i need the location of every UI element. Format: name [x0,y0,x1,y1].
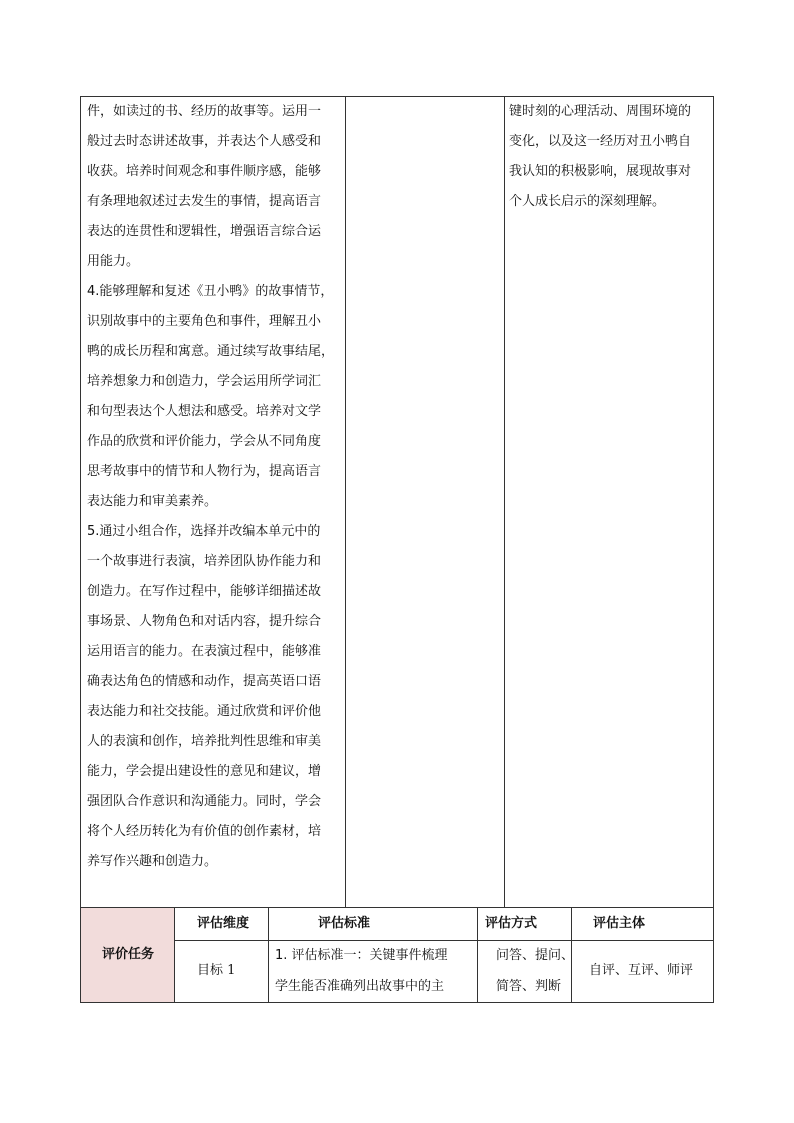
table-right-border [713,96,714,1003]
objectives-text-line: 确表达角色的情感和动作，提高英语口语 [87,674,322,689]
header-subject: 评估主体 [593,916,646,931]
objectives-text-line: 培养想象力和创造力，学会运用所学词汇 [87,374,322,389]
objectives-text-line: 思考故事中的情节和人物行为，提高语言 [87,464,322,479]
objectives-text-cell [87,97,341,877]
objectives-text-line: 养写作兴趣和创造力。 [87,854,218,869]
header-dimension: 评估维度 [197,916,250,931]
objectives-text-line: 收获。培养时间观念和事件顺序感，能够 [87,164,322,179]
objectives-text-line: 事场景、人物角色和对话内容，提升综合 [87,614,322,629]
table-bottom-border [80,1002,714,1003]
objectives-text-line: 4.能够理解和复述《丑小鸭》的故事情节， [87,284,334,299]
standard-line-2: 学生能否准确列出故事中的主 [275,979,445,994]
header-row-border [174,940,714,941]
objectives-text-line: 能力，学会提出建设性的意见和建议，增 [87,764,322,779]
objectives-text-line: 一个故事进行表演，培养团队协作能力和 [87,554,322,569]
objectives-text-line: 表达能力和社交技能。通过欣赏和评价他 [87,704,322,719]
activity-text-cell [509,97,709,217]
objectives-text-line: 鸭的成长历程和寓意。通过续写故事结尾， [87,344,335,359]
objectives-text-line: 和句型表达个人想法和感受。培养对文学 [87,404,322,419]
objectives-text-line: 用能力。 [87,254,140,269]
objectives-text-line: 识别故事中的主要角色和事件，理解丑小 [87,314,322,329]
eval-col-divider-2 [268,907,269,1003]
objectives-text-line: 表达的连贯性和逻辑性，增强语言综合运 [87,224,322,239]
header-standard: 评估标准 [318,916,371,931]
activity-text-line: 键时刻的心理活动、周围环境的 [509,104,692,119]
objectives-text-line: 将个人经历转化为有价值的创作素材，培 [87,824,322,839]
objectives-text-line: 般过去时态讲述故事，并表达个人感受和 [87,134,322,149]
dimension-goal-1: 目标 1 [197,963,236,978]
objectives-text-line: 运用语言的能力。在表演过程中，能够准 [87,644,322,659]
table-left-border [80,96,81,1003]
eval-col-divider-3 [477,907,478,1003]
subject-value: 自评、互评、师评 [589,963,694,978]
eval-col-divider-1 [174,907,175,1003]
section-divider [80,907,714,908]
upper-col-divider-1 [345,96,346,908]
objectives-text-line: 作品的欣赏和评价能力，学会从不同角度 [87,434,322,449]
header-method: 评估方式 [485,916,538,931]
objectives-text-line: 人的表演和创作，培养批判性思维和审美 [87,734,322,749]
objectives-text-line: 表达能力和审美素养。 [87,494,218,509]
eval-task-label: 评价任务 [102,947,155,962]
upper-col-divider-2 [504,96,505,908]
method-line-1: 问答、提问、 [496,948,575,963]
objectives-text-line: 有条理地叙述过去发生的事情，提高语言 [87,194,322,209]
activity-text-line: 变化，以及这一经历对丑小鸭自 [509,134,692,149]
activity-text-line: 个人成长启示的深刻理解。 [509,194,666,209]
objectives-text-line: 5.通过小组合作，选择并改编本单元中的 [87,524,321,539]
standard-line-1: 1. 评估标准一：关键事件梳理 [275,948,448,963]
activity-text-line: 我认知的积极影响，展现故事对 [509,164,692,179]
objectives-text-line: 件，如读过的书、经历的故事等。运用一 [87,104,322,119]
method-line-2: 简答、判断 [496,979,562,994]
objectives-text-line: 创造力。在写作过程中，能够详细描述故 [87,584,322,599]
objectives-text-line: 强团队合作意识和沟通能力。同时，学会 [87,794,322,809]
